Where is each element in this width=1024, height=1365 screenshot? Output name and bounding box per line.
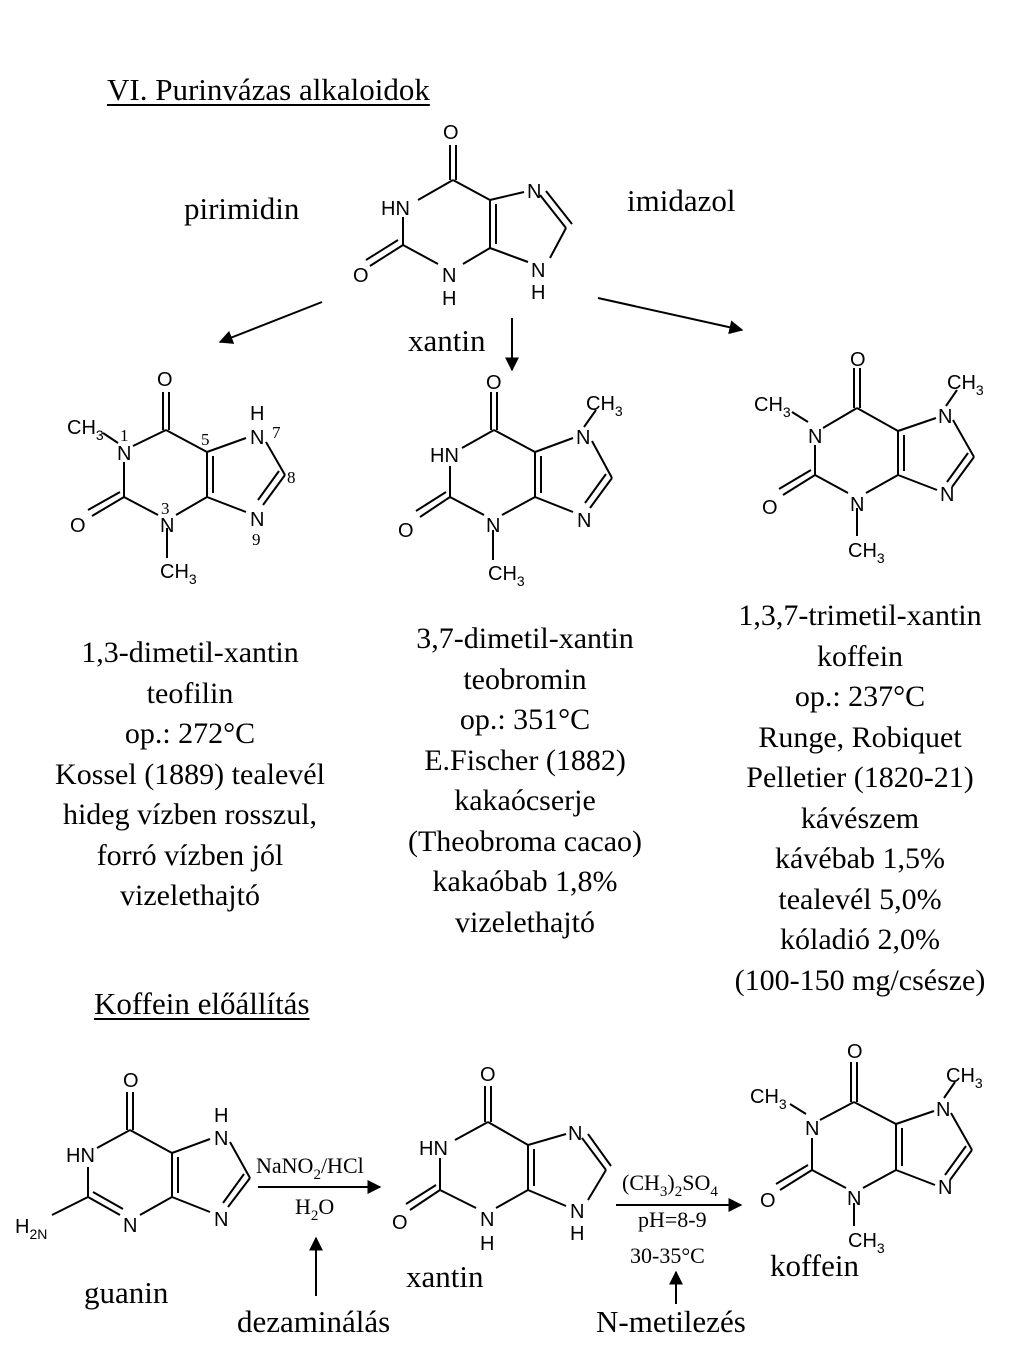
synthesis-xanthine-atom-o: O (480, 1064, 496, 1086)
synthesis-title: Koffein előállítás (94, 986, 310, 1021)
theobromine-atom-o: O (398, 520, 414, 542)
caffeine-atom-n: N (808, 426, 823, 448)
caffeine-line: kávébab 1,5% (775, 842, 945, 875)
caffeine-atom-ch: $CH_3$ (947, 372, 984, 398)
caffeine-atom-n: N (938, 406, 953, 428)
synthesis-xanthine-atom-n: N (570, 1201, 585, 1223)
theophylline-atom-h: H (250, 403, 265, 425)
guanine-atom-h2n: $H_{2N}$ (15, 1216, 48, 1242)
section-title: VI. Purinvázas alkaloidok (107, 72, 430, 107)
synthesis-xanthine-label: xantin (406, 1259, 484, 1294)
step2-reagent-dimethyl-sulfate: $(CH_3)_2SO_4$ (622, 1170, 718, 1200)
theobromine-line: (Theobroma cacao) (407, 824, 643, 858)
caffeine-line: (100-150 mg/csésze) (734, 963, 986, 997)
caffeine-line: op.: 237°C (794, 680, 926, 713)
theobromine-line: teobromin (463, 662, 587, 696)
synthesis-caffeine-label: koffein (770, 1248, 859, 1283)
theophylline-atom-o: O (157, 369, 173, 391)
step2-condition-ph: pH=8-9 (638, 1207, 707, 1232)
theophylline-line: teofilin (146, 676, 234, 710)
caffeine-atom-n: N (850, 494, 865, 516)
n-methylation-label: N-metilezés (596, 1304, 746, 1339)
theobromine-atom-ch: $CH_3$ (586, 393, 623, 419)
theophylline-line: op.: 272°C (124, 717, 256, 750)
position-number-3: 3 (161, 499, 170, 518)
theophylline-line: forró vízben jól (96, 838, 284, 872)
caffeine-atom-ch: $CH_3$ (754, 394, 791, 420)
synthesis-xanthine-atom-hn: HN (419, 1138, 448, 1160)
theobromine-line: op.: 351°C (459, 703, 591, 736)
synthesis-caffeine-atom-n: N (938, 1177, 953, 1199)
synthesis-caffeine-atom-ch: $CH_3$ (946, 1065, 983, 1091)
xanthine-atom-h: H (531, 282, 546, 304)
guanine-atom-hn: HN (66, 1145, 95, 1167)
theobromine-atom-n: N (486, 515, 501, 537)
synthesis-xanthine-atom-n: N (480, 1209, 495, 1231)
synthesis-caffeine-structure (776, 1062, 972, 1226)
theobromine-line: 3,7-dimetil-xantin (416, 622, 634, 655)
position-number-8: 8 (287, 468, 296, 487)
guanine-atom-o: O (123, 1070, 139, 1092)
xanthine-atom-n: N (527, 181, 542, 203)
guanine-atom-n: N (214, 1128, 229, 1150)
theobromine-atom-o: O (486, 372, 502, 394)
deamination-label: dezaminálás (237, 1304, 391, 1339)
synthesis-xanthine-atom-h: H (480, 1233, 495, 1255)
imidazole-ring-label: imidazol (627, 183, 736, 218)
synthesis-caffeine-atom-n: N (936, 1099, 951, 1121)
step1-reagent-nitrite: NaNO$_2$/HCl (256, 1153, 364, 1183)
caffeine-line: kóladió 2,0% (780, 923, 940, 956)
theobromine-atom-hn: HN (430, 445, 459, 467)
caffeine-atom-o: O (762, 497, 778, 519)
arrow-to-caffeine (598, 298, 742, 330)
theobromine-atom-ch: $CH_3$ (488, 563, 525, 589)
theobromine-structure (416, 392, 612, 560)
caffeine-line: 1,3,7-trimetil-xantin (738, 599, 982, 632)
theophylline-atom-ch: $CH_3$ (160, 561, 197, 587)
theobromine-atom-n: N (576, 427, 591, 449)
caffeine-line: kávészem (800, 801, 920, 835)
position-number-7: 7 (272, 423, 281, 442)
theophylline-atom-n: N (250, 509, 265, 531)
caffeine-line: tealevél 5,0% (778, 882, 942, 916)
xanthine-atom-o: O (353, 265, 369, 287)
arrow-to-theophylline (220, 302, 322, 342)
xanthine-atom-o: O (443, 122, 459, 144)
step2-condition-temperature: 30-35°C (630, 1243, 705, 1268)
pyrimidine-ring-label: pirimidin (184, 191, 300, 226)
synthesis-caffeine-atom-o: O (760, 1190, 776, 1212)
position-number-9: 9 (252, 530, 261, 549)
caffeine-line: Runge, Robiquet (758, 720, 962, 754)
theophylline-atom-n: N (160, 515, 175, 537)
xanthine-atom-n: N (442, 265, 457, 287)
theophylline-line: Kossel (1889) tealevél (55, 757, 325, 791)
theobromine-line: E.Fischer (1882) (424, 743, 626, 777)
synthesis-caffeine-atom-ch: $CH_3$ (848, 1230, 885, 1256)
guanine-label: guanin (84, 1275, 169, 1310)
xanthine-atom-hn: HN (381, 198, 410, 220)
step1-reagent-water: $H_2O$ (295, 1194, 335, 1224)
caffeine-line: Pelletier (1820-21) (746, 761, 974, 794)
synthesis-xanthine-atom-o: O (392, 1212, 408, 1234)
position-number-1: 1 (120, 426, 129, 445)
theophylline-atom-o: O (70, 515, 86, 537)
theophylline-line: 1,3-dimetil-xantin (81, 636, 299, 669)
synthesis-caffeine-atom-n: N (805, 1118, 820, 1140)
xanthine-atom-n: N (531, 260, 546, 282)
caffeine-structure (779, 368, 974, 536)
theobromine-line: vizelethajtó (455, 905, 595, 939)
synthesis-caffeine-atom-n: N (847, 1188, 862, 1210)
xanthine-label: xantin (408, 323, 486, 358)
xanthine-atom-h: H (442, 288, 457, 310)
synthesis-caffeine-atom-o: O (847, 1041, 863, 1063)
theophylline-atom-n: N (250, 427, 265, 449)
synthesis-xanthine-atom-h: H (570, 1223, 585, 1245)
theophylline-line: vizelethajtó (120, 879, 260, 912)
caffeine-atom-o: O (850, 349, 866, 371)
synthesis-xanthine-atom-n: N (568, 1123, 583, 1145)
caffeine-atom-ch: $CH_3$ (848, 540, 885, 566)
theobromine-atom-n: N (577, 510, 592, 532)
caffeine-atom-n: N (940, 484, 955, 506)
guanine-atom-n: N (123, 1215, 138, 1237)
theophylline-line: hideg vízben rosszul, (62, 798, 318, 831)
guanine-atom-h: H (214, 1105, 229, 1127)
guanine-atom-n: N (214, 1209, 229, 1231)
synthesis-caffeine-atom-ch: $CH_3$ (750, 1086, 787, 1112)
theophylline-atom-n: N (117, 443, 132, 465)
theophylline-atom-ch: $CH_3$ (67, 417, 104, 443)
theobromine-line: kakaócserje (454, 784, 596, 817)
theobromine-line: kakaóbab 1,8% (432, 865, 618, 898)
position-number-5: 5 (201, 430, 210, 449)
caffeine-line: koffein (816, 639, 904, 673)
